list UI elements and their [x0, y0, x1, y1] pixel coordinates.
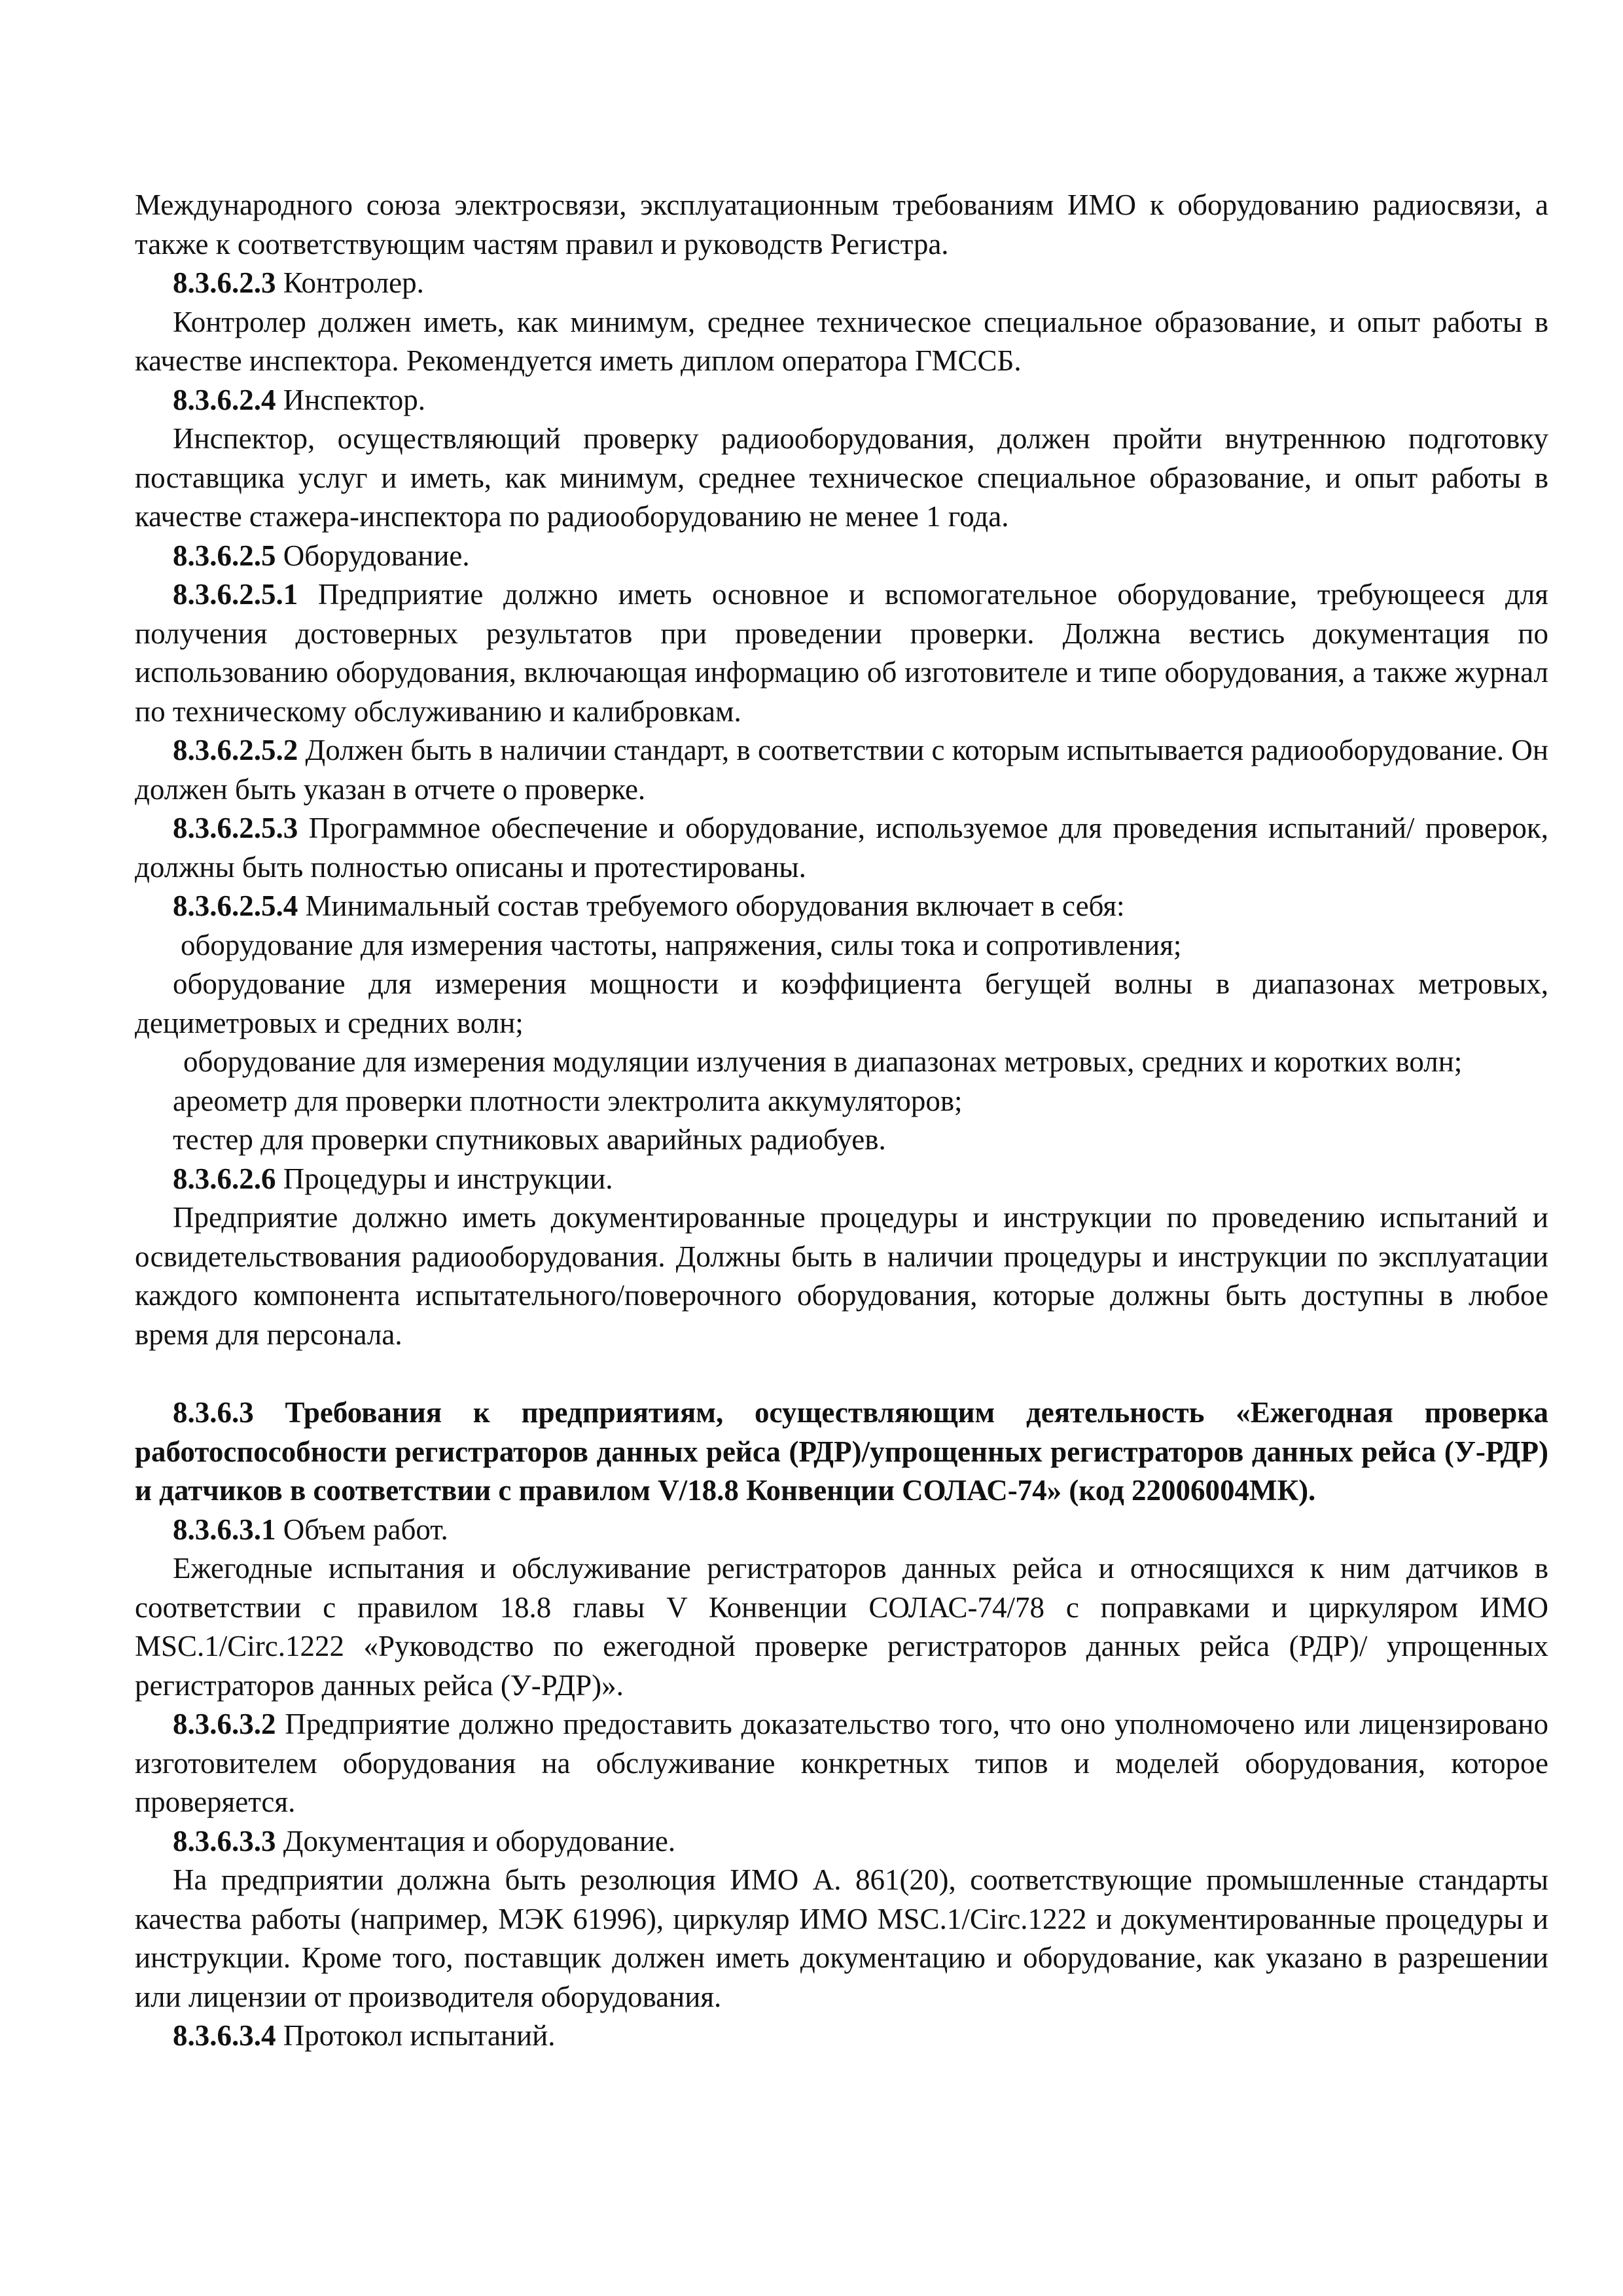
paragraph-equipment-2	[135, 731, 1548, 809]
paragraph-continuation: Международного союза электросвязи, эксплуатационным требованиям ИМО к оборудованию радиосвязи, а также к соответствующим частям правил и руководств Регистра.	[135, 188, 1548, 260]
paragraph-text: Минимальный состав требуемого оборудования включает в себя:	[298, 889, 1125, 922]
paragraph-equipment-4	[135, 887, 1548, 926]
list-item: оборудование для измерения мощности и коэффициента бегущей волны в диапазонах метровых, дециметровых и средних волн;	[135, 967, 1548, 1039]
paragraph-inspector: Инспектор, осуществляющий проверку радиооборудования, должен пройти внутреннюю подготовку поставщика услуг и иметь, как минимум, среднее техническое специальное образование, и опыт работы в качестве стажера-инспектора по радиооборудованию не менее 1 года.	[135, 422, 1548, 533]
paragraph-equipment-3	[135, 809, 1548, 887]
section-number: 8.3.6.3.4	[173, 2019, 276, 2052]
section-title-text: Контролер.	[276, 266, 424, 299]
section-title-test-report	[135, 2017, 1548, 2056]
paragraph-text: Предприятие должно иметь основное и вспомогательное оборудование, требующееся для получения достоверных результатов при проведении проверки. Должна вестись документация по использованию оборудования, включающая информацию об изготовителе и типе оборудования, а также журнал по техническому обслуживанию и калибровкам.	[135, 578, 1548, 728]
section-title-text: Документация и оборудование.	[276, 1824, 676, 1857]
section-number: 8.3.6.2.4	[173, 383, 276, 416]
section-heading-vdr: 8.3.6.3 Требования к предприятиям, осуществляющим деятельность «Ежегодная проверка работоспособности регистраторов данных рейса (РДР)/упрощенных регистраторов данных рейса (У-РДР) и датчиков в соответствии с правилом V/18.8 Конвенции СОЛАС-74» (код 22006004МК).	[135, 1396, 1548, 1507]
section-title-scope	[135, 1511, 1548, 1550]
section-number: 8.3.6.2.6	[173, 1162, 276, 1195]
paragraph-scope: Ежегодные испытания и обслуживание регистраторов данных рейса и относящихся к ним датчиков в соответствии с правилом 18.8 главы V Конвенции СОЛАС-74/78 с поправками и циркуляром ИМО MSC.1/Circ.1222 «Руководство по ежегодной проверке регистраторов данных рейса (РДР)/ упрощенных регистраторов данных рейса (У-РДР)».	[135, 1552, 1548, 1702]
paragraph-equipment-1	[135, 575, 1548, 731]
section-title-procedures	[135, 1160, 1548, 1199]
section-title-text: Инспектор.	[276, 383, 425, 416]
document-body	[135, 186, 1548, 2056]
section-title-text: Протокол испытаний.	[276, 2019, 556, 2052]
section-title-text: Оборудование.	[276, 539, 470, 572]
section-title-text: Процедуры и инструкции.	[276, 1162, 613, 1195]
section-number: 8.3.6.3.2	[173, 1708, 276, 1740]
section-title-controller	[135, 264, 1548, 303]
list-item: оборудование для измерения модуляции излучения в диапазонах метровых, средних и коротких волн;	[183, 1045, 1463, 1078]
section-number: 8.3.6.2.5.2	[173, 734, 298, 766]
section-title-text: Объем работ.	[276, 1513, 448, 1546]
paragraph-controller: Контролер должен иметь, как минимум, среднее техническое специальное образование, и опыт работы в качестве инспектора. Рекомендуется иметь диплом оператора ГМССБ.	[135, 305, 1548, 377]
section-number: 8.3.6.2.3	[173, 266, 276, 299]
section-number: 8.3.6.2.5.1	[173, 578, 298, 611]
paragraph-text: Программное обеспечение и оборудование, используемое для проведения испытаний/ проверок, должны быть полностью описаны и протестированы.	[135, 812, 1548, 884]
paragraph-authorization	[135, 1705, 1548, 1822]
list-item: тестер для проверки спутниковых аварийных радиобуев.	[173, 1123, 886, 1156]
section-title-equipment	[135, 537, 1548, 576]
section-number: 8.3.6.2.5.3	[173, 812, 298, 844]
section-number: 8.3.6.2.5.4	[173, 889, 298, 922]
section-title-documentation	[135, 1822, 1548, 1861]
paragraph-procedures: Предприятие должно иметь документированные процедуры и инструкции по проведению испытаний и освидетельствования радиооборудования. Должны быть в наличии процедуры и инструкции по эксплуатации каждого компонента испытательного/поверочного оборудования, которые должны быть доступны в любое время для персонала.	[135, 1201, 1548, 1351]
paragraph-text: Предприятие должно предоставить доказательство того, что оно уполномочено или лицензировано изготовителем оборудования на обслуживание конкретных типов и моделей оборудования, которое проверяется.	[135, 1708, 1548, 1818]
section-number: 8.3.6.3.3	[173, 1824, 276, 1857]
list-item: оборудование для измерения частоты, напряжения, силы тока и сопротивления;	[181, 928, 1182, 961]
paragraph-text: Должен быть в наличии стандарт, в соответствии с которым испытывается радиооборудование. Он должен быть указан в отчете о проверке.	[135, 734, 1548, 806]
paragraph-documentation: На предприятии должна быть резолюция ИМО А. 861(20), соответствующие промышленные стандарты качества работы (например, МЭК 61996), циркуляр ИМО MSC.1/Circ.1222 и документированные процедуры и инструкции. Кроме того, поставщик должен иметь документацию и оборудование, как указано в разрешении или лицензии от производителя оборудования.	[135, 1863, 1548, 2013]
list-item: ареометр для проверки плотности электролита аккумуляторов;	[173, 1084, 963, 1117]
section-number: 8.3.6.3.1	[173, 1513, 276, 1546]
section-number: 8.3.6.2.5	[173, 539, 276, 572]
section-title-inspector	[135, 381, 1548, 420]
